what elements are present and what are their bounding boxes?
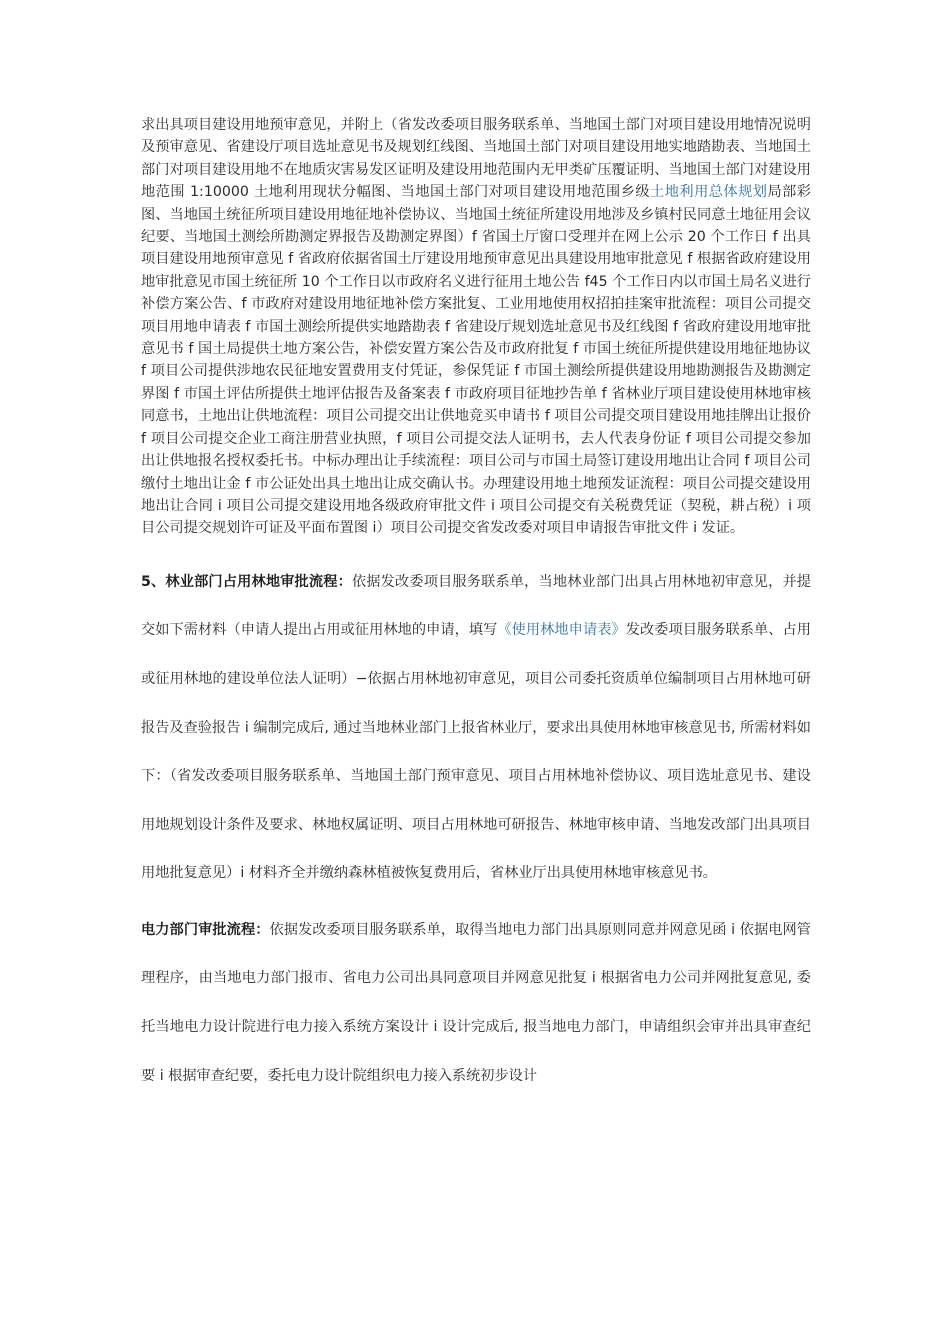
forestry-approval-paragraph bbox=[141, 558, 811, 898]
forestry-approval-heading: 5、林业部门占用林地审批流程： bbox=[141, 573, 352, 590]
land-use-plan-link[interactable]: 土地利用总体规划 bbox=[650, 184, 768, 201]
land-approval-paragraph bbox=[141, 114, 811, 540]
power-approval-text: 依据发改委项目服务联系单，取得当地电力部门出具原则同意并网意见函 i 依据电网管理程序，由当地电力部门报市、省电力公司出具同意项目并网意见批复 i 根据省电力公司并网批复意见, 委托当地电力设计院进行电力接入系统方案设计 i 设计完成后, 报当地电力部门，申请组织会审并出具审查纪要 i 根据审查纪要，委托电力设计院组织电力接入系统初步设计 bbox=[141, 921, 811, 1084]
forestry-approval-text-part1: 依据发改委项目服务联系单，当地林业部门出具占用林地初审意见，并提交如下需材料（申请人提出占用或征用林地的申请，填写 bbox=[141, 573, 811, 639]
power-approval-heading: 电力部门审批流程： bbox=[141, 921, 270, 938]
forest-land-application-link[interactable]: 《使用林地申请表》 bbox=[497, 622, 626, 639]
document-page bbox=[141, 114, 811, 1100]
power-approval-paragraph bbox=[141, 906, 811, 1100]
land-approval-text-part1: 求出具项目建设用地预审意见，并附上（省发改委项目服务联系单、当地国土部门对项目建设用地情况说明及预审意见、省建设厅项目选址意见书及规划红线图、当地国土部门对项目建设用地实地踏勘表、当地国土部门对项目建设用地不在地质灾害易发区证明及建设用地范围内无甲类矿压覆证明、当地国土部门对建设用地范围 1:10000 土地利用现状分幅图、当地国土部门对项目建设用地范围乡级 bbox=[141, 117, 811, 201]
land-approval-text-part2: 局部彩图、当地国土统征所项目建设用地征地补偿协议、当地国土统征所建设用地涉及乡镇村民同意土地征用会议纪要、当地国土测绘所勘测定界报告及勘测定界图）f 省国土厅窗口受理并在网上公示 20 个工作日 f 出具项目建设用地预审意见 f 省政府依据省国土厅建设用地预审意见出具建设用地审批意见 f 根据省政府建设用地审批意见市国土统征所 10 个工作日以市政府名义进行征用土地公告 f45 个工作日内以市国土局名义进行补偿方案公告、f 市政府对建设用地征地补偿方案批复、工业用地使用权招拍挂案审批流程：项目公司提交项目用地申请表 f 市国土测绘所提供实地踏勘表 f 省建设厅规划选址意见书及红线图 f 省政府建设用地审批意见书 f 国土局提供土地方案公告，补偿安置方案公告及市政府批复 f 市国土统征所提供建设用地征地协议 f 项目公司提供涉地农民征地安置费用支付凭证，参保凭证 f 市国土测绘所提供建设用地勘测报告及勘测定界图 f 市国土评估所提供土地评估报告及备案表 f 市政府项目征地抄告单 f 省林业厅项目建设使用林地审核同意书，土地出让供地流程：项目公司提交出让供地竞买申请书 f 项目公司提交项目建设用地挂牌出让报价 f 项目公司提交企业工商注册营业执照，f 项目公司提交法人证明书，去人代表身份证 f 项目公司提交参加出让供地报名授权委托书。中标办理出让手续流程：项目公司与市国土局签订建设用地出让合同 f 项目公司缴付土地出让金 f 市公证处出具土地出让成交确认书。办理建设用地土地预发证流程：项目公司提交建设用地出让合同 i 项目公司提交建设用地各级政府审批文件 i 项目公司提交有关税费凭证（契税，耕占税）i 项目公司提交规划许可证及平面布置图 i）项目公司提交省发改委对项目申请报告审批文件 i 发证。 bbox=[141, 184, 811, 537]
forestry-approval-text-part2: 发改委项目服务联系单、占用或征用林地的建设单位法人证明）−依据占用林地初审意见，项目公司委托资质单位编制项目占用林地可研报告及查验报告 i 编制完成后, 通过当地林业部门上报省林业厅，要求出具使用林地审核意见书, 所需材料如下：（省发改委项目服务联系单、当地国土部门预审意见、项目占用林地补偿协议、项目选址意见书、建设用地规划设计条件及要求、林地权属证明、项目占用林地可研报告、林地审核申请、当地发改部门出具项目用地批复意见）i 材料齐全并缴纳森林植被恢复费用后，省林业厅出具使用林地审核意见书。 bbox=[141, 622, 811, 882]
